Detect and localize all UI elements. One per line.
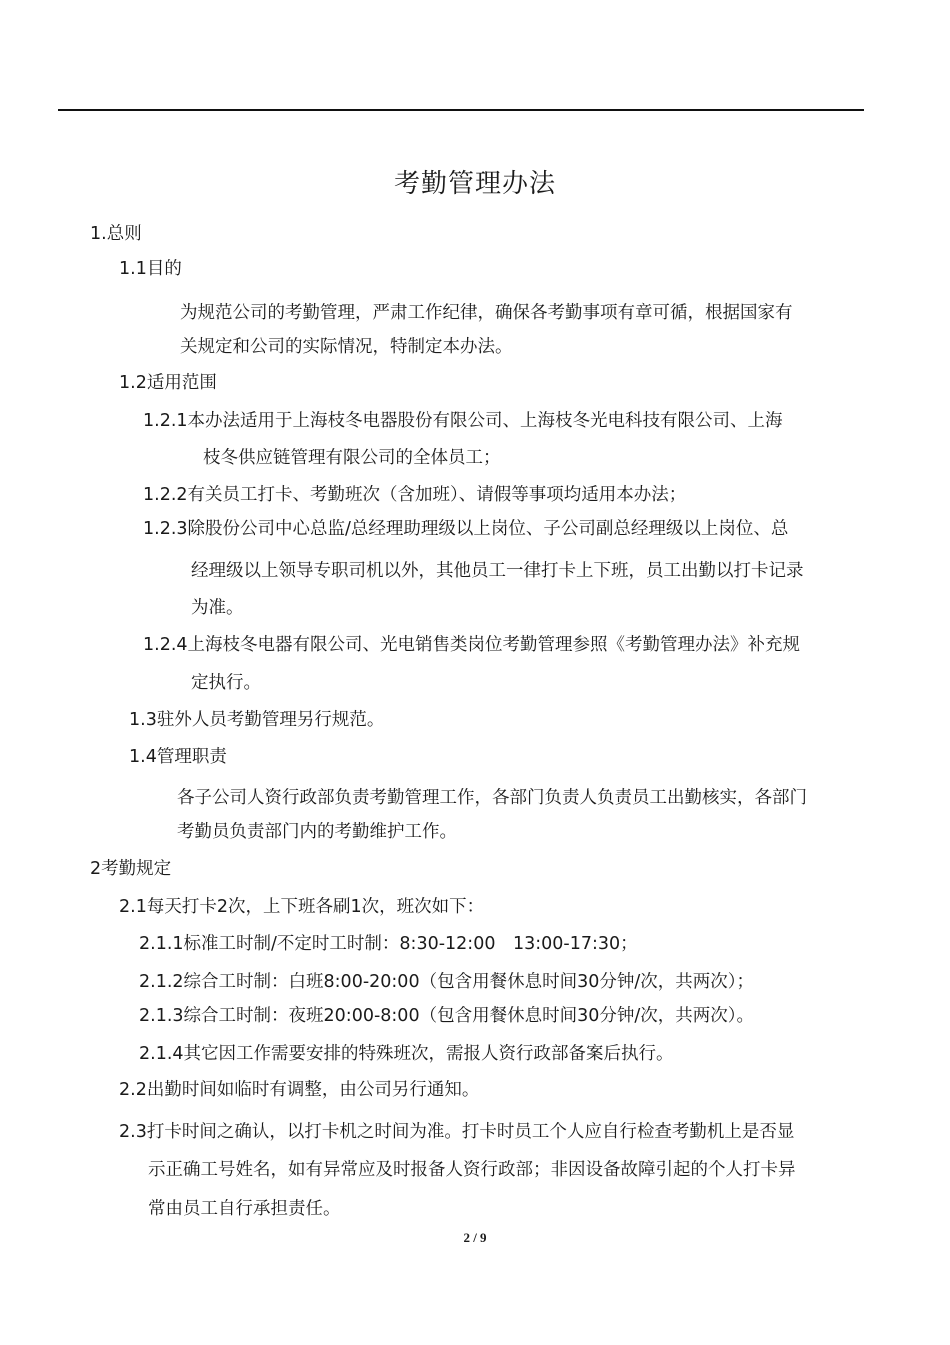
clause-2-1-3: 2.1.3综合工时制：夜班20:00-8:00（包含用餐休息时间30分钟/次，共两次）。: [139, 1006, 754, 1026]
clause-continuation: 枝冬供应链管理有限公司的全体员工；: [203, 448, 501, 468]
clause-continuation: 常由员工自行承担责任。: [148, 1199, 341, 1219]
clause-continuation: 经理级以上领导专职司机以外，其他员工一律打卡上下班，员工出勤以打卡记录: [191, 561, 804, 581]
clause-2-1-2: 2.1.2综合工时制：白班8:00-20:00（包含用餐休息时间30分钟/次，共两次）；: [139, 972, 754, 992]
clause-1-2-2: 1.2.2有关员工打卡、考勤班次（含加班）、请假等事项均适用本办法；: [143, 485, 687, 505]
document-title: 考勤管理办法: [393, 169, 556, 199]
paragraph-line: 为规范公司的考勤管理，严肃工作纪律，确保各考勤事项有章可循，根据国家有: [180, 303, 793, 323]
clause-1-2-3: 1.2.3除股份公司中心总监/总经理助理级以上岗位、子公司副总经理级以上岗位、总: [143, 519, 789, 539]
clause-1-2-1: 1.2.1本办法适用于上海枝冬电器股份有限公司、上海枝冬光电科技有限公司、上海: [143, 411, 783, 431]
paragraph-line: 各子公司人资行政部负责考勤管理工作，各部门负责人负责员工出勤核实，各部门: [177, 788, 807, 808]
subsection-1-3: 1.3驻外人员考勤管理另行规范。: [129, 710, 385, 730]
subsection-heading-1-2: 1.2适用范围: [119, 373, 217, 393]
paragraph-line: 关规定和公司的实际情况，特制定本办法。: [180, 337, 513, 357]
subsection-2-1: 2.1每天打卡2次，上下班各刷1次，班次如下：: [119, 897, 485, 917]
page-number: 2 / 9: [463, 1230, 487, 1245]
section-heading-2: 2考勤规定: [90, 859, 172, 879]
clause-continuation: 为准。: [191, 598, 244, 618]
subsection-2-2: 2.2出勤时间如临时有调整，由公司另行通知。: [119, 1080, 480, 1100]
subsection-heading-1-1: 1.1目的: [119, 259, 182, 279]
paragraph-line: 考勤员负责部门内的考勤维护工作。: [177, 822, 457, 842]
subsection-heading-1-4: 1.4管理职责: [129, 747, 227, 767]
section-heading-1: 1.总则: [90, 224, 142, 244]
clause-2-1-4: 2.1.4其它因工作需要安排的特殊班次，需报人资行政部备案后执行。: [139, 1044, 674, 1064]
clause-1-2-4: 1.2.4上海枝冬电器有限公司、光电销售类岗位考勤管理参照《考勤管理办法》补充规: [143, 635, 801, 655]
clause-continuation: 示正确工号姓名，如有异常应及时报备人资行政部；非因设备故障引起的个人打卡异: [148, 1160, 796, 1180]
subsection-2-3: 2.3打卡时间之确认，以打卡机之时间为准。打卡时员工个人应自行检查考勤机上是否显: [119, 1122, 795, 1142]
clause-continuation: 定执行。: [191, 673, 261, 693]
clause-2-1-1: 2.1.1标准工时制/不定时工时制：8:30-12:00 13:00-17:30；: [139, 934, 638, 954]
header-rule: [58, 109, 864, 111]
